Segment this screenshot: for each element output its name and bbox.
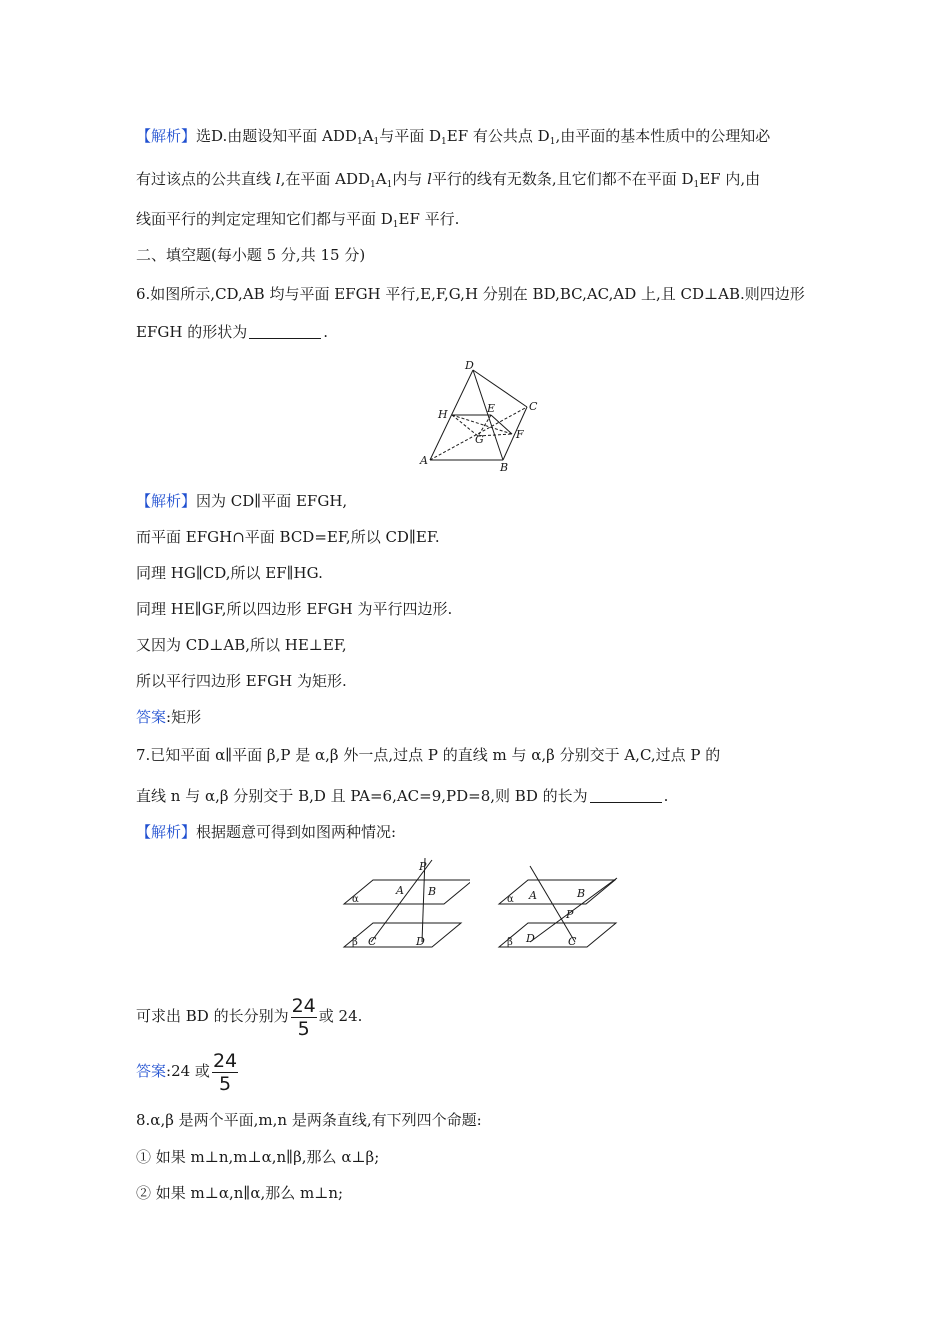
svg-text:α: α (507, 894, 514, 905)
q7-stem-line-2: 直线 n 与 α,β 分别交于 B,D 且 PA=6,AC=9,PD=8,则 BD 的长为 . (136, 787, 669, 805)
q6-stem-line-2: EFGH 的形状为 . (136, 323, 328, 341)
q6-solution-line-3: 同理 HG∥CD,所以 EF∥HG. (136, 564, 323, 582)
label-G: G (475, 433, 484, 446)
answer-blank (590, 788, 662, 803)
analysis-tag: 【解析】 (136, 823, 197, 841)
analysis-tag: 【解析】 (136, 492, 197, 510)
q7-figure-case-2 (495, 856, 625, 952)
label-E: E (487, 402, 496, 415)
svg-text:P: P (419, 860, 427, 873)
svg-text:C: C (368, 935, 377, 948)
q6-solution-line-1: 【解析】因为 CD∥平面 EFGH, (136, 492, 348, 510)
q7-stem-line-1: 7.已知平面 α∥平面 β,P 是 α,β 外一点,过点 P 的直线 m 与 α,β 分别交于 A,C,过点 P 的 (136, 746, 721, 764)
section-heading: 二、填空题(每小题 5 分,共 15 分) (136, 246, 366, 264)
q6-solution-line-4: 同理 HE∥GF,所以四边形 EFGH 为平行四边形. (136, 600, 453, 618)
svg-text:β: β (352, 937, 358, 948)
label-C: C (529, 400, 538, 413)
svg-text:α: α (352, 894, 359, 905)
svg-text:P: P (566, 908, 574, 921)
q8-proposition-1: ① 如果 m⊥n,m⊥α,n∥β,那么 α⊥β; (136, 1148, 380, 1166)
analysis-tag: 【解析】 (136, 127, 197, 145)
analysis-paragraph-line-3: 线面平行的判定定理知它们都与平面 $D_1EF$ 平行. (136, 210, 460, 230)
q6-answer: 答案:矩形 (136, 708, 202, 726)
q6-solution-line-6: 所以平行四边形 EFGH 为矩形. (136, 672, 347, 690)
answer-tag: 答案 (136, 1062, 167, 1080)
answer-tag: 答案 (136, 708, 167, 726)
svg-text:B: B (577, 887, 586, 900)
q7-solution-intro: 【解析】根据题意可得到如图两种情况: (136, 823, 397, 841)
q7-figure-case-1 (340, 856, 470, 952)
q8-stem: 8.α,β 是两个平面,m,n 是两条直线,有下列四个命题: (136, 1111, 482, 1129)
label-B: B (500, 461, 509, 474)
q6-solution-line-5: 又因为 CD⊥AB,所以 HE⊥EF, (136, 636, 347, 654)
svg-text:D: D (526, 932, 535, 945)
q7-answer: 答案:24 或 $\frac{24}{5}$ (136, 1049, 238, 1095)
label-F: F (516, 428, 524, 441)
svg-text:B: B (428, 885, 437, 898)
analysis-paragraph-line-1: 【解析】选D.由题设知平面 $ADD_1A_1$与平面 $D_1EF$ 有公共点 $D_1$,由平面的基本性质中的公理知必 (136, 127, 771, 147)
q6-tetrahedron-figure (415, 358, 545, 474)
analysis-paragraph-line-2: 有过该点的公共直线 l,在平面 $ADD_1A_1$内与 l平行的线有无数条,且它们都不在平面 $D_1EF$ 内,由 (136, 170, 761, 190)
q6-solution-line-2: 而平面 EFGH∩平面 BCD=EF,所以 CD∥EF. (136, 528, 440, 546)
svg-text:D: D (416, 935, 425, 948)
q6-stem-line-1: 6.如图所示,CD,AB 均与平面 EFGH 平行,E,F,G,H 分别在 BD,BC,AC,AD 上,且 CD⊥AB.则四边形 (136, 285, 805, 303)
label-A: A (420, 454, 428, 467)
fraction: $\frac{24}{5}$ (212, 1049, 238, 1095)
svg-text:A: A (396, 884, 404, 897)
label-H: H (438, 408, 448, 421)
svg-text:A: A (529, 889, 537, 902)
svg-text:β: β (507, 937, 513, 948)
answer-blank (249, 324, 321, 339)
svg-text:C: C (568, 935, 577, 948)
q8-proposition-2: ② 如果 m⊥α,n∥α,那么 m⊥n; (136, 1184, 344, 1202)
q7-result: 可求出 BD 的长分别为 $\frac{24}{5}$ 或 24. (136, 994, 363, 1040)
label-D: D (465, 359, 474, 372)
fraction: $\frac{24}{5}$ (291, 994, 316, 1040)
